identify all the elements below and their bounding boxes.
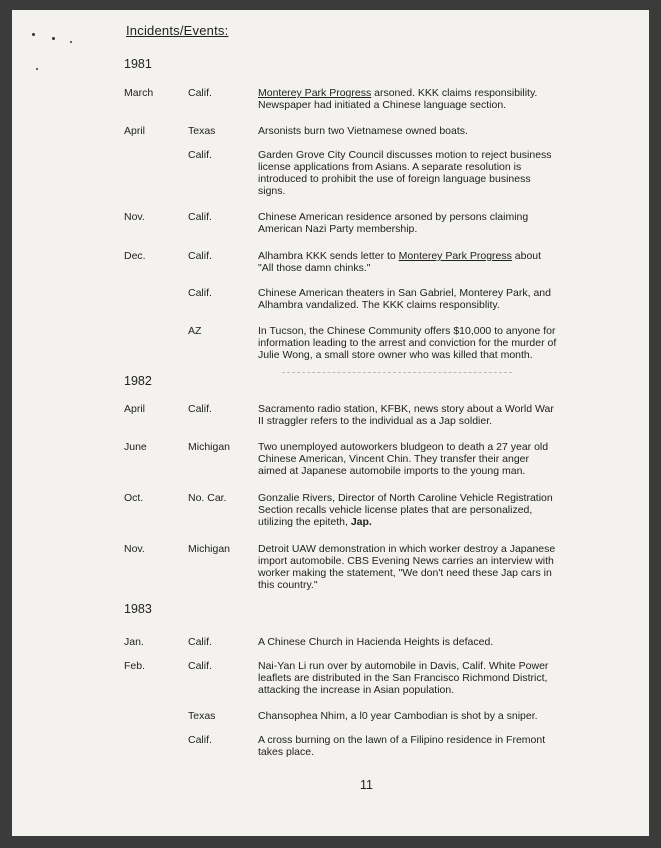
entry-description: Garden Grove City Council discusses motion to reject business license applications from Asians. A separate resolution is introduced to prohibit the use of foreign language business signs.: [258, 149, 552, 197]
faint-rule: [282, 372, 512, 374]
entry-place: Calif.: [188, 250, 212, 262]
entry-place: Calif.: [188, 660, 212, 672]
entry-description: A cross burning on the lawn of a Filipino residence in Fremont takes place.: [258, 734, 546, 758]
scan-speck: [70, 41, 72, 43]
entry-month: Feb.: [124, 660, 146, 672]
entry-month: Jan.: [124, 636, 144, 648]
entry-month: March: [124, 87, 154, 99]
page-heading: Incidents/Events:: [126, 23, 229, 38]
entry-place: Michigan: [188, 543, 231, 555]
entry-month: Nov.: [124, 211, 145, 223]
entry-description: Alhambra KKK sends letter to Monterey Park Progress about "All those damn chinks.": [258, 250, 542, 274]
entry-place: Michigan: [188, 441, 231, 453]
publication-name: Monterey Park Progress: [398, 250, 512, 262]
scan-speck: [32, 33, 35, 36]
entry-description: In Tucson, the Chinese Community offers $10,000 to anyone for information leading to the arrest and conviction for the murder of Julie Wong, a small store owner who was killed that month.: [258, 325, 557, 361]
entry-place: Calif.: [188, 734, 212, 746]
year-heading: 1981: [124, 57, 152, 71]
entry-place: Texas: [188, 710, 216, 722]
entry-description: Gonzalie Rivers, Director of North Caroline Vehicle Registration Section recalls vehicle license plates that are personalized, utilizing the epiteth, Jap.: [258, 492, 553, 528]
entry-description: Arsonists burn two Vietnamese owned boats.: [258, 125, 468, 137]
entry-description: Chansophea Nhim, a l0 year Cambodian is shot by a sniper.: [258, 710, 538, 722]
entry-month: June: [124, 441, 147, 453]
entry-place: Calif.: [188, 403, 212, 415]
entry-description: A Chinese Church in Hacienda Heights is defaced.: [258, 636, 494, 648]
entry-month: Oct.: [124, 492, 144, 504]
scan-speck: [52, 37, 55, 40]
page-number: 11: [360, 778, 373, 792]
entry-description: Sacramento radio station, KFBK, news story about a World War II straggler refers to the individual as a Jap soldier.: [258, 403, 554, 427]
year-heading: 1983: [124, 602, 152, 616]
entry-place: No. Car.: [188, 492, 227, 504]
entry-place: AZ: [188, 325, 202, 337]
entry-description: Nai-Yan Li run over by automobile in Davis, Calif. White Power leaflets are distributed in the San Francisco Richmond District, attacking the increase in Asian population.: [258, 660, 549, 696]
entry-description: Chinese American residence arsoned by persons claiming American Nazi Party membership.: [258, 211, 529, 235]
entry-place: Texas: [188, 125, 216, 137]
entry-description: Monterey Park Progress arsoned. KKK claims responsibility. Newspaper had initiated a Chinese language section.: [258, 87, 538, 111]
entry-place: Calif.: [188, 287, 212, 299]
entry-description: Chinese American theaters in San Gabriel, Monterey Park, and Alhambra vandalized. The KKK claims responsiblity.: [258, 287, 551, 311]
entry-month: Nov.: [124, 543, 145, 555]
entry-month: Dec.: [124, 250, 146, 262]
entry-month: April: [124, 125, 146, 137]
publication-name: Monterey Park Progress: [258, 87, 372, 99]
entry-description: Detroit UAW demonstration in which worker destroy a Japanese import automobile. CBS Evening News carries an interview with worker making the statement, "We don't need these Jap cars in this country.": [258, 543, 556, 591]
entry-description: Two unemployed autoworkers bludgeon to death a 27 year old Chinese American, Vincent Chin. They transfer their anger aimed at Japanese automobile imports to the young man.: [258, 441, 549, 477]
entry-place: Calif.: [188, 149, 212, 161]
entry-place: Calif.: [188, 636, 212, 648]
document-page: [12, 10, 649, 836]
entry-place: Calif.: [188, 87, 212, 99]
entry-place: Calif.: [188, 211, 212, 223]
scan-speck: [36, 68, 38, 70]
entry-month: April: [124, 403, 146, 415]
year-heading: 1982: [124, 374, 152, 388]
